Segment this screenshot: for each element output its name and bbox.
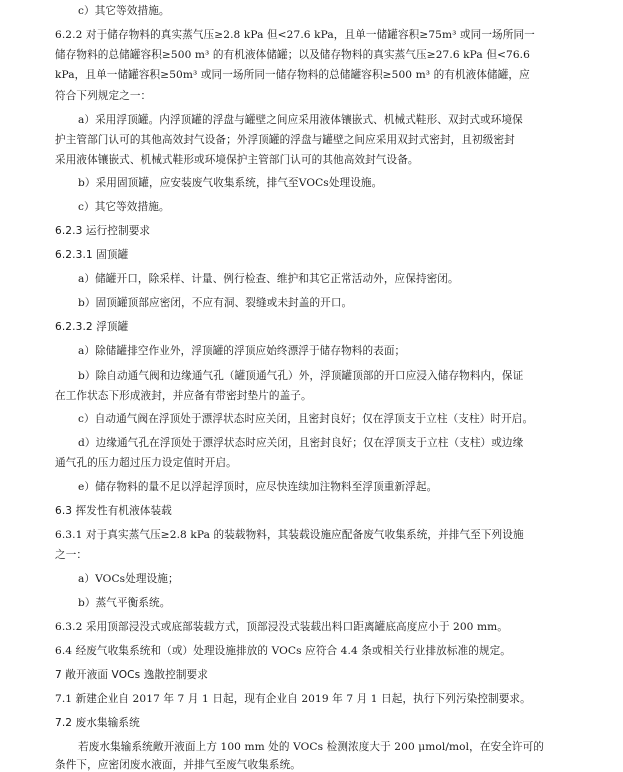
- text-line: 6.4 经废气收集系统和（或）处理设施排放的 VOCs 应符合 4.4 条或相关行业排放标准的规定。: [55, 645, 512, 657]
- text-line: b）蒸气平衡系统。: [78, 597, 171, 609]
- text-line: c）其它等效措施。: [78, 201, 170, 213]
- section-heading: 6.2.3.2 浮顶罐: [55, 321, 129, 333]
- section-heading: 6.3 挥发性有机液体装载: [55, 505, 172, 517]
- text-line: 储存物料的总储罐容积≥500 m³ 的有机液体储罐；以及储存物料的真实蒸气压≥27.6 kPa 但<76.6: [55, 49, 530, 61]
- text-line: 6.2.2 对于储存物料的真实蒸气压≥2.8 kPa 但<27.6 kPa，且单一储罐容积≥75m³ 或同一场所同一: [55, 29, 535, 41]
- text-line: 若废水集输系统敞开液面上方 100 mm 处的 VOCs 检测浓度大于 200 μmol/mol，在安全许可的: [78, 741, 544, 753]
- section-heading: 6.2.3 运行控制要求: [55, 225, 151, 237]
- text-line: a）VOCs处理设施；: [78, 573, 179, 585]
- text-line: 通气孔的压力超过压力设定值时开启。: [55, 457, 237, 469]
- section-heading: 7 敞开液面 VOCs 逸散控制要求: [55, 669, 208, 681]
- text-line: 采用液体镶嵌式、机械式鞋形或环境保护主管部门认可的其他高效封气设备。: [55, 154, 419, 166]
- text-line: c）自动通气阀在浮顶处于漂浮状态时应关闭，且密封良好；仅在浮顶支于立柱（支柱）时开启。: [78, 413, 534, 425]
- text-line: 7.1 新建企业自 2017 年 7 月 1 日起，现有企业自 2019 年 7 月 1 日起，执行下列污染控制要求。: [55, 693, 531, 705]
- section-heading: 6.2.3.1 固顶罐: [55, 249, 129, 261]
- text-line: e）储存物料的量不足以浮起浮顶时，应尽快连续加注物料至浮顶重新浮起。: [78, 481, 438, 493]
- text-line: a）储罐开口，除采样、计量、例行检查、维护和其它正常活动外，应保持密闭。: [78, 273, 459, 285]
- text-line: a）采用浮顶罐。内浮顶罐的浮盘与罐壁之间应采用液体镶嵌式、机械式鞋形、双封式或环境保: [78, 114, 523, 126]
- text-line: 护主管部门认可的其他高效封气设备；外浮顶罐的浮盘与罐壁之间应采用双封式密封，且初级密封: [55, 134, 515, 146]
- text-line: 在工作状态下形成液封，并应备有带密封垫片的盖子。: [55, 390, 312, 402]
- text-line: 符合下列规定之一：: [55, 90, 152, 102]
- text-line: b）除自动通气阀和边缘通气孔（罐顶通气孔）外，浮顶罐顶部的开口应浸入储存物料内，保证: [78, 370, 524, 382]
- text-line: b）固顶罐顶部应密闭，不应有洞、裂缝或未封盖的开口。: [78, 297, 353, 309]
- text-line: d）边缘通气孔在浮顶处于漂浮状态时应关闭，且密封良好；仅在浮顶支于立柱（支柱）或边缘: [78, 437, 524, 449]
- text-line: 之一：: [55, 549, 88, 561]
- text-line: 6.3.1 对于真实蒸气压≥2.8 kPa 的装载物料，其装载设施应配备废气收集系统，并排气至下列设施: [55, 529, 524, 541]
- text-line: b）采用固顶罐，应安装废气收集系统，排气至VOCs处理设施。: [78, 177, 383, 189]
- text-line: c）其它等效措施。: [78, 5, 170, 17]
- text-line: kPa，且单一储罐容积≥50m³ 或同一场所同一储存物料的总储罐容积≥500 m³ 的有机液体储罐，应: [55, 69, 530, 81]
- text-line: 6.3.2 采用顶部浸没式或底部装载方式，顶部浸没式装载出料口距离罐底高度应小于 200 mm。: [55, 621, 508, 633]
- text-line: a）除储罐排空作业外，浮顶罐的浮顶应始终漂浮于储存物料的表面；: [78, 345, 406, 357]
- text-line: 条件下，应密闭废水液面，并排气至废气收集系统。: [55, 759, 301, 771]
- section-heading: 7.2 废水集输系统: [55, 717, 140, 729]
